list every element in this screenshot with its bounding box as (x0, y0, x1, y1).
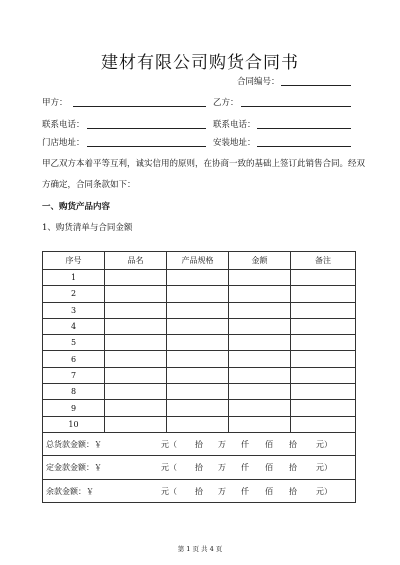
row-number: 8 (43, 384, 105, 400)
phone-b-label: 联系电话： (213, 120, 256, 130)
yuan-label: 元（ (161, 486, 177, 496)
intro-text-line2: 方确定，合同条款如下： (42, 180, 136, 190)
product-name-cell[interactable] (105, 351, 167, 367)
remarks-cell[interactable] (291, 286, 356, 302)
contract-number-label: 合同编号： (237, 77, 280, 87)
table-row (43, 302, 356, 318)
spec-cell[interactable] (167, 384, 229, 400)
section-heading: 一、购货产品内容 (42, 202, 111, 212)
spec-cell[interactable] (167, 302, 229, 318)
product-name-cell[interactable] (105, 335, 167, 351)
phone-a-field[interactable] (87, 128, 206, 129)
unit-bai: 佰 (265, 439, 273, 449)
row-number: 1 (43, 270, 105, 286)
product-name-cell[interactable] (105, 318, 167, 334)
table-row (43, 335, 356, 351)
amount-cell[interactable] (229, 400, 291, 416)
intro-text-line1: 甲乙双方本着平等互利，诚实信用的原则，在协商一致的基础上签订此销售合同。经双 (42, 159, 366, 169)
table-row (43, 400, 356, 416)
unit-wan: 万 (218, 486, 226, 496)
column-header-spec: 产品规格 (167, 252, 229, 270)
row-number: 3 (43, 302, 105, 318)
deposit-amount-label: 定金款金额：￥ (46, 463, 102, 473)
deposit-amount-cell[interactable] (43, 456, 356, 480)
spec-cell[interactable] (167, 351, 229, 367)
phone-b-field[interactable] (257, 128, 351, 129)
yuan-label: 元（ (161, 439, 177, 449)
party-b-label: 乙方： (213, 98, 239, 108)
unit-yuan-close: 元） (316, 463, 332, 473)
spec-cell[interactable] (167, 367, 229, 383)
table-header-row (43, 252, 356, 270)
product-name-cell[interactable] (105, 286, 167, 302)
remarks-cell[interactable] (291, 384, 356, 400)
total-amount-label: 总货款金额：￥ (46, 439, 102, 449)
row-number: 6 (43, 351, 105, 367)
table-row (43, 286, 356, 302)
amount-cell[interactable] (229, 416, 291, 432)
total-amount-cell[interactable] (43, 432, 356, 456)
row-number: 2 (43, 286, 105, 302)
remarks-cell[interactable] (291, 400, 356, 416)
row-number: 5 (43, 335, 105, 351)
total-amount-row (43, 432, 356, 456)
amount-cell[interactable] (229, 318, 291, 334)
table-row (43, 270, 356, 286)
row-number: 4 (43, 318, 105, 334)
unit-yuan-close: 元） (316, 486, 332, 496)
remarks-cell[interactable] (291, 367, 356, 383)
balance-amount-label: 余款金额：￥ (46, 486, 94, 496)
balance-amount-cell[interactable] (43, 479, 356, 503)
column-header-number: 序号 (43, 252, 105, 270)
yuan-label: 元（ (161, 463, 177, 473)
amount-cell[interactable] (229, 351, 291, 367)
spec-cell[interactable] (167, 270, 229, 286)
row-number: 10 (43, 416, 105, 432)
purchase-list-table (42, 251, 356, 503)
unit-shi: 拾 (195, 439, 203, 449)
install-address-label: 安装地址： (213, 138, 256, 148)
product-name-cell[interactable] (105, 400, 167, 416)
spec-cell[interactable] (167, 286, 229, 302)
unit-yuan-close: 元） (316, 439, 332, 449)
unit-shi: 拾 (195, 486, 203, 496)
remarks-cell[interactable] (291, 416, 356, 432)
remarks-cell[interactable] (291, 335, 356, 351)
product-name-cell[interactable] (105, 270, 167, 286)
column-header-product-name: 品名 (105, 252, 167, 270)
table-row (43, 416, 356, 432)
amount-cell[interactable] (229, 384, 291, 400)
unit-shi: 拾 (195, 463, 203, 473)
page-footer: 第 1 页 共 4 页 (177, 545, 223, 553)
column-header-amount: 金额 (229, 252, 291, 270)
party-b-field[interactable] (241, 106, 351, 107)
table-row (43, 351, 356, 367)
unit-bai: 佰 (265, 463, 273, 473)
unit-shi2: 拾 (289, 463, 297, 473)
unit-bai: 佰 (265, 486, 273, 496)
spec-cell[interactable] (167, 335, 229, 351)
remarks-cell[interactable] (291, 302, 356, 318)
amount-cell[interactable] (229, 302, 291, 318)
subsection-heading: 1、购货清单与合同金额 (42, 223, 133, 233)
phone-a-label: 联系电话： (42, 120, 85, 130)
party-a-field[interactable] (73, 106, 206, 107)
install-address-field[interactable] (257, 146, 351, 147)
amount-cell[interactable] (229, 270, 291, 286)
store-address-field[interactable] (87, 146, 206, 147)
column-header-remarks: 备注 (291, 252, 356, 270)
product-name-cell[interactable] (105, 302, 167, 318)
product-name-cell[interactable] (105, 367, 167, 383)
contract-number-field[interactable] (281, 85, 351, 86)
spec-cell[interactable] (167, 318, 229, 334)
remarks-cell[interactable] (291, 270, 356, 286)
amount-cell[interactable] (229, 367, 291, 383)
spec-cell[interactable] (167, 416, 229, 432)
table-row (43, 367, 356, 383)
deposit-amount-row (43, 456, 356, 480)
amount-cell[interactable] (229, 286, 291, 302)
row-number: 9 (43, 400, 105, 416)
product-name-cell[interactable] (105, 416, 167, 432)
remarks-cell[interactable] (291, 318, 356, 334)
table-row (43, 384, 356, 400)
unit-shi2: 拾 (289, 486, 297, 496)
row-number: 7 (43, 367, 105, 383)
store-address-label: 门店地址： (42, 138, 85, 148)
unit-qian: 仟 (241, 439, 249, 449)
spec-cell[interactable] (167, 400, 229, 416)
remarks-cell[interactable] (291, 351, 356, 367)
balance-amount-row (43, 479, 356, 503)
unit-qian: 仟 (241, 486, 249, 496)
product-name-cell[interactable] (105, 384, 167, 400)
unit-qian: 仟 (241, 463, 249, 473)
unit-wan: 万 (218, 439, 226, 449)
unit-wan: 万 (218, 463, 226, 473)
table-row (43, 318, 356, 334)
contract-title: 建材有限公司购货合同书 (101, 53, 299, 73)
party-a-label: 甲方： (42, 98, 68, 108)
amount-cell[interactable] (229, 335, 291, 351)
unit-shi2: 拾 (289, 439, 297, 449)
